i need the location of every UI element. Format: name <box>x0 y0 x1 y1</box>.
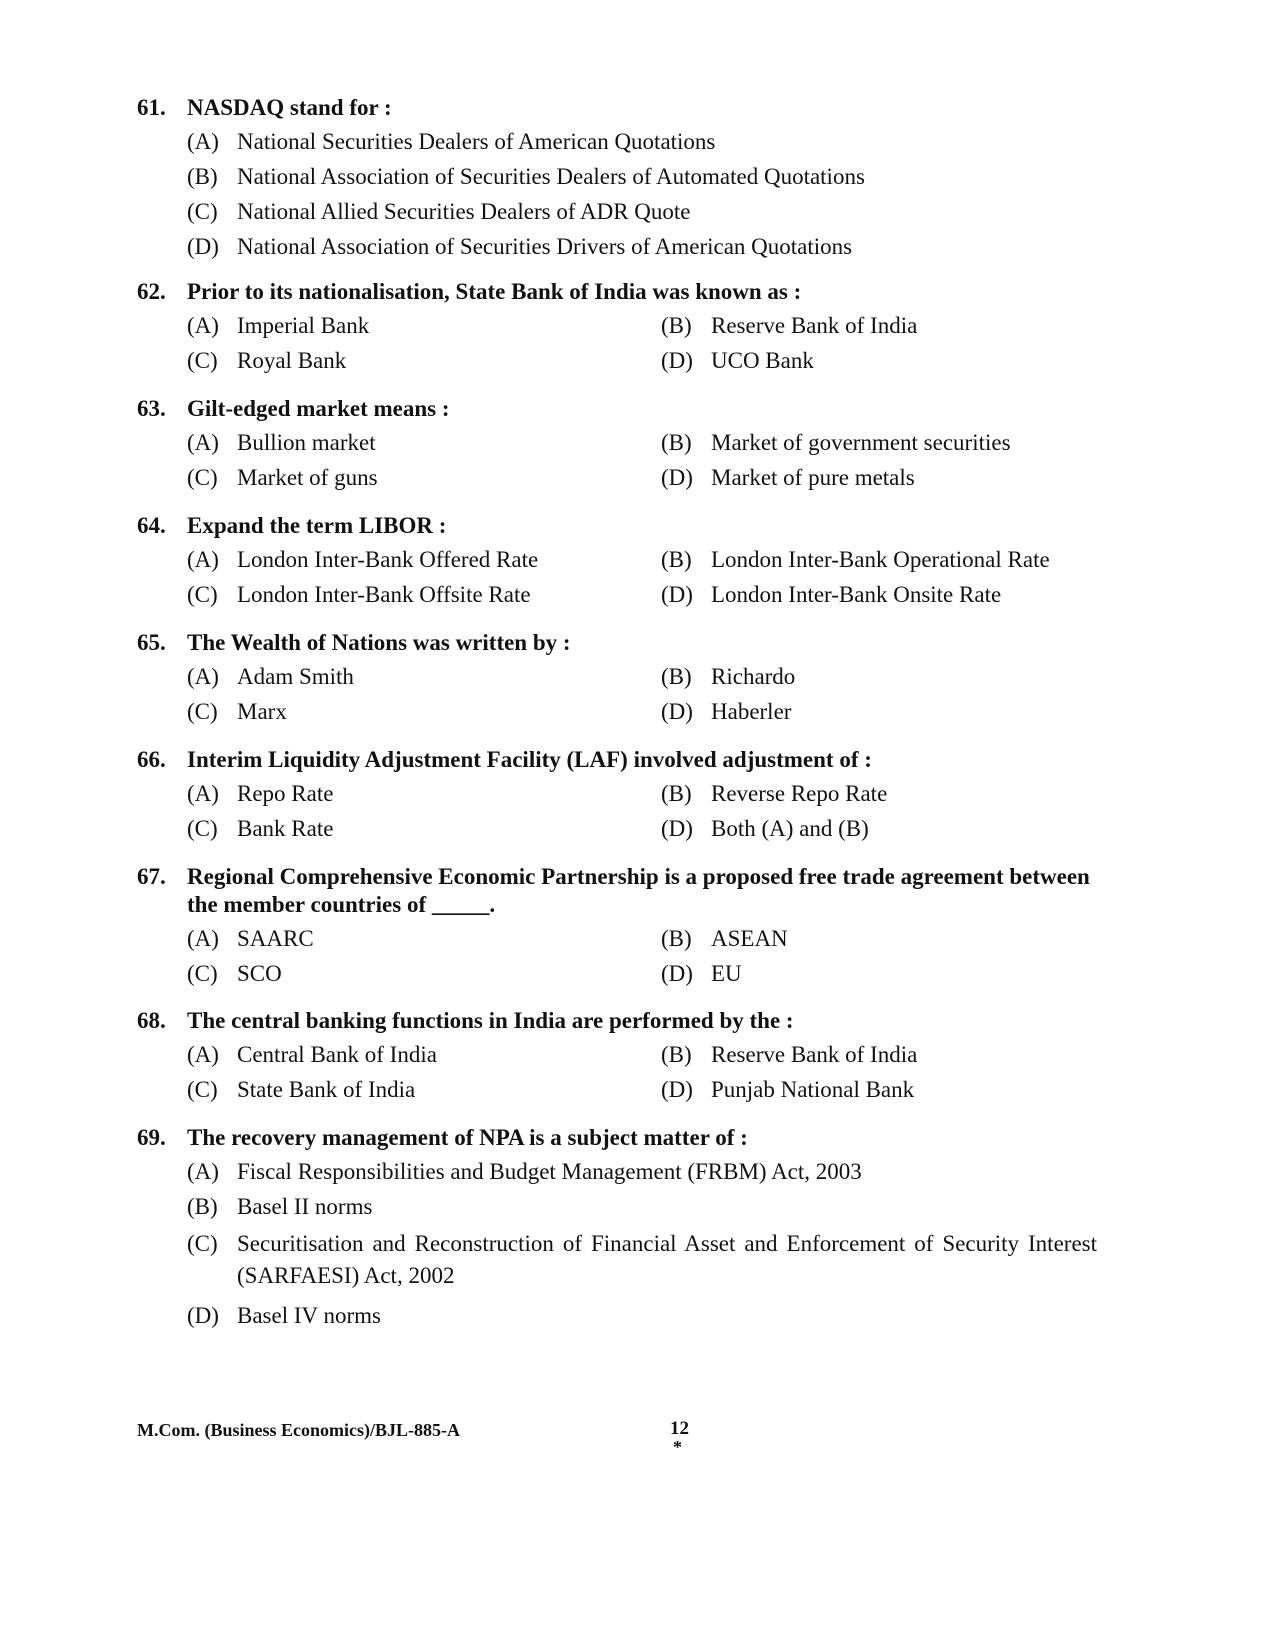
option-b <box>661 546 1097 574</box>
option-label: (B) <box>661 664 692 689</box>
question-text: Gilt-edged market means : <box>187 396 450 421</box>
option-label: (A) <box>187 1159 219 1184</box>
option-label: (D) <box>661 816 693 841</box>
option-text: Central Bank of India <box>237 1042 437 1067</box>
question-number: 61. <box>137 95 166 120</box>
question-header <box>137 1124 1097 1152</box>
option-text: Adam Smith <box>237 664 354 689</box>
options-grid <box>187 312 1097 375</box>
question-header <box>137 629 1097 657</box>
option-c <box>187 1228 1097 1292</box>
option-c <box>187 581 661 609</box>
question-text: NASDAQ stand for : <box>187 95 392 120</box>
option-label: (C) <box>187 582 218 607</box>
option-text: Basel IV norms <box>237 1303 381 1328</box>
options-grid <box>187 1041 1097 1104</box>
option-text: Market of guns <box>237 465 378 490</box>
question-text: The Wealth of Nations was written by : <box>187 630 571 655</box>
question-68 <box>137 1007 1097 1104</box>
options-grid <box>187 925 1097 988</box>
option-text: Securitisation and Reconstruction of Financial Asset and Enforcement of Security Interest (SARFAESI) Act, 2002 <box>237 1231 1097 1288</box>
option-d <box>661 815 1097 843</box>
option-text: London Inter-Bank Offsite Rate <box>237 582 531 607</box>
option-label: (C) <box>187 699 218 724</box>
option-text: London Inter-Bank Offered Rate <box>237 547 539 572</box>
question-number: 64. <box>137 513 166 538</box>
option-label: (C) <box>187 1231 218 1256</box>
option-a <box>187 780 661 808</box>
option-c <box>187 960 661 988</box>
options-grid <box>187 546 1097 609</box>
question-62 <box>137 278 1097 375</box>
option-label: (A) <box>187 781 219 806</box>
option-label: (B) <box>661 313 692 338</box>
option-label: (C) <box>187 816 218 841</box>
option-label: (A) <box>187 313 219 338</box>
option-label: (A) <box>187 430 219 455</box>
option-text: Market of pure metals <box>711 465 915 490</box>
question-header <box>137 512 1097 540</box>
question-number: 68. <box>137 1008 166 1033</box>
option-text: Imperial Bank <box>237 313 370 338</box>
option-text: Fiscal Responsibilities and Budget Management (FRBM) Act, 2003 <box>237 1159 862 1184</box>
option-text: State Bank of India <box>237 1077 416 1102</box>
option-label: (C) <box>187 465 218 490</box>
option-a <box>187 312 661 340</box>
options-grid <box>187 429 1097 492</box>
option-label: (D) <box>661 582 693 607</box>
option-label: (A) <box>187 664 219 689</box>
option-text: London Inter-Bank Onsite Rate <box>711 582 1002 607</box>
option-text: SAARC <box>237 926 314 951</box>
option-text: National Association of Securities Dealers of Automated Quotations <box>237 164 865 189</box>
option-d <box>661 581 1097 609</box>
question-65 <box>137 629 1097 726</box>
option-text: National Securities Dealers of American Quotations <box>237 129 716 154</box>
option-label: (A) <box>187 926 219 951</box>
option-label: (C) <box>187 1077 218 1102</box>
option-text: Reverse Repo Rate <box>711 781 888 806</box>
question-67 <box>137 863 1097 988</box>
options-grid <box>187 663 1097 726</box>
question-number: 67. <box>137 864 166 889</box>
options-grid <box>187 780 1097 843</box>
option-label: (D) <box>187 1303 219 1328</box>
option-text: Bullion market <box>237 430 376 455</box>
question-text: Prior to its nationalisation, State Bank of India was known as : <box>187 279 802 304</box>
option-a <box>187 429 661 457</box>
option-text: Marx <box>237 699 287 724</box>
option-text: ASEAN <box>711 926 788 951</box>
option-label: (B) <box>661 926 692 951</box>
page-number: 12 <box>670 1418 689 1439</box>
option-text: National Association of Securities Drivers of American Quotations <box>237 234 853 259</box>
options-list <box>187 128 1097 261</box>
option-a <box>187 663 661 691</box>
option-c <box>187 698 661 726</box>
option-text: UCO Bank <box>711 348 814 373</box>
question-header <box>137 1007 1097 1035</box>
option-label: (D) <box>661 348 693 373</box>
question-header <box>137 746 1097 774</box>
question-text: Regional Comprehensive Economic Partnership is a proposed free trade agreement between the member countries of _____. <box>187 864 1090 917</box>
option-c <box>187 464 661 492</box>
question-header <box>137 863 1097 919</box>
option-c <box>187 815 661 843</box>
options-list <box>187 1158 1097 1330</box>
option-d <box>661 1076 1097 1104</box>
option-b <box>661 780 1097 808</box>
option-label: (C) <box>187 961 218 986</box>
option-a <box>187 1041 661 1069</box>
option-label: (A) <box>187 1042 219 1067</box>
option-text: Royal Bank <box>237 348 347 373</box>
question-63 <box>137 395 1097 492</box>
option-b <box>661 663 1097 691</box>
option-d <box>661 347 1097 375</box>
option-d <box>661 960 1097 988</box>
question-header <box>137 278 1097 306</box>
option-d <box>661 464 1097 492</box>
paper-code: M.Com. (Business Economics)/BJL-885-A <box>137 1420 460 1440</box>
question-text: Expand the term LIBOR : <box>187 513 447 538</box>
option-label: (A) <box>187 129 219 154</box>
option-text: Reserve Bank of India <box>711 313 918 338</box>
question-text: The recovery management of NPA is a subject matter of : <box>187 1125 748 1150</box>
option-text: National Allied Securities Dealers of ADR Quote <box>237 199 691 224</box>
option-a <box>187 925 661 953</box>
option-d <box>187 1302 1097 1330</box>
option-text: Punjab National Bank <box>711 1077 915 1102</box>
option-b <box>661 312 1097 340</box>
option-text: Haberler <box>711 699 792 724</box>
option-text: London Inter-Bank Operational Rate <box>711 547 1050 572</box>
option-text: Reserve Bank of India <box>711 1042 918 1067</box>
question-number: 63. <box>137 396 166 421</box>
option-b <box>187 1193 1097 1221</box>
question-66 <box>137 746 1097 843</box>
option-text: Bank Rate <box>237 816 334 841</box>
question-64 <box>137 512 1097 609</box>
option-text: Basel II norms <box>237 1194 373 1219</box>
option-text: EU <box>711 961 742 986</box>
option-label: (A) <box>187 547 219 572</box>
question-header <box>137 395 1097 423</box>
question-number: 69. <box>137 1125 166 1150</box>
option-label: (B) <box>661 547 692 572</box>
option-label: (C) <box>187 348 218 373</box>
option-label: (D) <box>661 961 693 986</box>
question-61 <box>137 94 1097 268</box>
question-number: 66. <box>137 747 166 772</box>
asterisk-mark: * <box>673 1437 682 1457</box>
option-text: SCO <box>237 961 282 986</box>
question-header <box>137 94 1097 122</box>
option-label: (D) <box>661 465 693 490</box>
option-a <box>187 128 1097 156</box>
option-c <box>187 347 661 375</box>
option-label: (D) <box>661 1077 693 1102</box>
option-d <box>661 698 1097 726</box>
option-label: (B) <box>661 781 692 806</box>
option-text: Repo Rate <box>237 781 334 806</box>
option-label: (C) <box>187 199 218 224</box>
question-69 <box>137 1124 1097 1337</box>
option-c <box>187 198 1097 226</box>
question-number: 65. <box>137 630 166 655</box>
option-b <box>661 429 1097 457</box>
option-label: (B) <box>661 1042 692 1067</box>
option-label: (B) <box>187 164 218 189</box>
question-number: 62. <box>137 279 166 304</box>
option-label: (B) <box>661 430 692 455</box>
option-c <box>187 1076 661 1104</box>
option-a <box>187 546 661 574</box>
option-label: (B) <box>187 1194 218 1219</box>
option-text: Market of government securities <box>711 430 1011 455</box>
option-b <box>661 925 1097 953</box>
option-text: Both (A) and (B) <box>711 816 869 841</box>
option-b <box>187 163 1097 191</box>
question-text: Interim Liquidity Adjustment Facility (LAF) involved adjustment of : <box>187 747 872 772</box>
option-label: (D) <box>187 234 219 259</box>
option-text: Richardo <box>711 664 796 689</box>
option-a <box>187 1158 1097 1186</box>
option-label: (D) <box>661 699 693 724</box>
option-d <box>187 233 1097 261</box>
option-b <box>661 1041 1097 1069</box>
question-text: The central banking functions in India are performed by the : <box>187 1008 794 1033</box>
